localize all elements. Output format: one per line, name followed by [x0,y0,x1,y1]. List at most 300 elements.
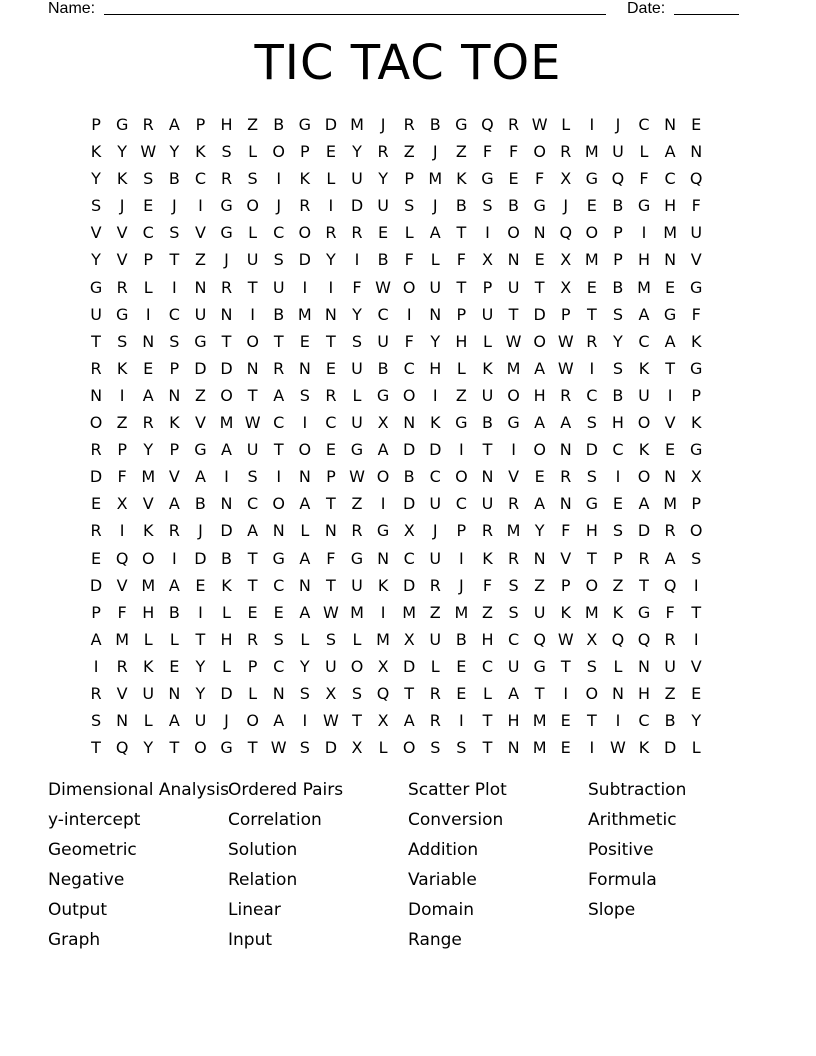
grid-letter[interactable]: I [302,413,308,433]
grid-letter[interactable]: E [456,683,467,703]
grid-letter[interactable]: J [615,115,621,134]
grid-letter[interactable]: M [663,494,678,514]
grid-letter[interactable]: D [89,467,103,487]
grid-letter[interactable]: G [89,277,103,297]
grid-letter[interactable]: J [432,142,438,162]
grid-letter[interactable]: A [638,304,650,324]
grid-letter[interactable]: E [143,196,154,216]
grid-letter[interactable]: Q [663,575,677,595]
grid-letter[interactable]: I [380,494,386,514]
grid-letter[interactable]: A [247,521,259,541]
grid-letter[interactable]: U [351,358,363,378]
grid-letter[interactable]: G [350,440,364,460]
grid-letter[interactable]: K [638,358,650,378]
grid-letter[interactable]: K [221,575,232,595]
grid-letter[interactable]: E [534,250,545,270]
grid-letter[interactable]: U [351,169,363,189]
grid-letter[interactable]: L [378,738,388,758]
grid-letter[interactable]: X [377,711,389,731]
grid-letter[interactable]: E [169,656,180,676]
grid-letter[interactable]: D [403,440,416,460]
grid-letter[interactable]: T [665,358,675,378]
grid-letter[interactable]: U [690,223,703,243]
grid-letter[interactable]: T [482,738,493,758]
grid-letter[interactable]: U [429,629,442,649]
grid-letter[interactable]: T [482,711,493,731]
grid-letter[interactable]: S [508,575,519,595]
grid-letter[interactable]: X [403,521,415,541]
grid-letter[interactable]: O [272,142,285,162]
grid-letter[interactable]: M [637,277,651,297]
grid-letter[interactable]: O [89,413,103,433]
grid-letter[interactable]: P [143,250,154,270]
grid-letter[interactable]: C [507,629,520,649]
grid-letter[interactable]: F [691,304,701,324]
grid-letter[interactable]: K [195,142,206,162]
grid-letter[interactable]: P [613,548,623,568]
grid-letter[interactable]: W [531,115,548,134]
grid-letter[interactable]: D [324,738,338,758]
grid-letter[interactable]: F [404,250,414,270]
grid-letter[interactable]: R [586,331,598,351]
grid-letter[interactable]: I [641,223,647,243]
grid-letter[interactable]: Y [143,738,154,758]
grid-letter[interactable]: M [402,602,417,622]
grid-letter[interactable]: Z [455,385,467,405]
grid-letter[interactable]: H [481,629,494,649]
grid-letter[interactable]: L [561,115,571,134]
grid-letter[interactable]: N [220,494,233,514]
grid-letter[interactable]: D [220,521,233,541]
grid-letter[interactable]: F [482,142,493,162]
grid-letter[interactable]: G [637,602,651,622]
grid-letter[interactable]: L [482,683,492,703]
grid-letter[interactable]: I [459,440,464,460]
grid-letter[interactable]: B [273,115,285,134]
grid-letter[interactable]: E [508,169,519,189]
grid-letter[interactable]: L [691,738,701,758]
grid-letter[interactable]: S [143,169,154,189]
grid-letter[interactable]: N [272,683,285,703]
grid-letter[interactable]: P [299,142,310,162]
grid-letter[interactable]: S [169,223,180,243]
grid-letter[interactable]: T [91,331,101,351]
grid-letter[interactable]: L [404,223,414,243]
grid-letter[interactable]: U [507,656,520,676]
grid-letter[interactable]: M [532,711,547,731]
grid-letter[interactable]: I [328,196,334,216]
grid-letter[interactable]: Z [612,575,624,595]
grid-letter[interactable]: B [221,548,232,568]
grid-letter[interactable]: R [560,142,572,162]
grid-letter[interactable]: E [325,440,336,460]
grid-letter[interactable]: G [115,304,129,324]
grid-letter[interactable]: R [247,629,259,649]
grid-letter[interactable]: A [168,115,180,134]
grid-letter[interactable]: L [248,223,258,243]
grid-letter[interactable]: E [534,467,545,487]
grid-letter[interactable]: D [350,196,364,216]
grid-letter[interactable]: N [298,575,311,595]
grid-letter[interactable]: F [665,602,675,622]
grid-letter[interactable]: P [91,115,101,134]
grid-letter[interactable]: Z [429,602,441,622]
grid-letter[interactable]: B [664,711,676,731]
grid-letter[interactable]: N [220,304,233,324]
grid-letter[interactable]: D [403,575,416,595]
grid-letter[interactable]: A [664,548,676,568]
grid-letter[interactable]: E [612,494,623,514]
grid-letter[interactable]: C [638,115,650,134]
grid-letter[interactable]: P [91,602,101,622]
grid-letter[interactable]: U [377,196,389,216]
grid-letter[interactable]: P [482,277,493,297]
grid-letter[interactable]: S [221,142,232,162]
grid-letter[interactable]: Z [116,413,128,433]
grid-letter[interactable]: A [429,223,441,243]
grid-letter[interactable]: R [220,277,233,297]
grid-letter[interactable]: W [557,331,574,351]
grid-letter[interactable]: J [563,196,569,216]
grid-letter[interactable]: D [637,521,651,541]
grid-letter[interactable]: G [115,115,129,134]
grid-letter[interactable]: I [119,385,125,405]
grid-letter[interactable]: A [664,331,676,351]
grid-letter[interactable]: N [611,683,624,703]
grid-letter[interactable]: I [276,467,282,487]
grid-letter[interactable]: M [663,223,678,243]
grid-letter[interactable]: A [273,711,285,731]
grid-letter[interactable]: A [299,548,311,568]
grid-letter[interactable]: I [589,358,595,378]
grid-letter[interactable]: T [247,575,258,595]
grid-letter[interactable]: N [559,440,572,460]
grid-letter[interactable]: Z [403,142,415,162]
date-field-line[interactable] [674,14,739,15]
grid-letter[interactable]: X [377,413,389,433]
grid-letter[interactable]: N [664,467,677,487]
grid-letter[interactable]: R [560,467,572,487]
grid-letter[interactable]: H [142,602,155,622]
grid-letter[interactable]: Q [533,629,546,649]
grid-letter[interactable]: Z [194,250,206,270]
grid-letter[interactable]: R [325,385,337,405]
grid-letter[interactable]: M [506,358,521,378]
grid-letter[interactable]: R [90,358,102,378]
grid-letter[interactable]: Q [611,169,625,189]
grid-letter[interactable]: S [247,169,258,189]
grid-letter[interactable]: Z [351,494,363,514]
grid-letter[interactable]: Q [115,548,129,568]
grid-letter[interactable]: C [586,385,598,405]
grid-letter[interactable]: U [351,575,363,595]
grid-letter[interactable]: U [429,494,442,514]
grid-letter[interactable]: P [560,575,571,595]
grid-letter[interactable]: S [482,196,493,216]
grid-letter[interactable]: T [247,548,258,568]
grid-letter[interactable]: Q [559,223,573,243]
grid-letter[interactable]: S [586,656,597,676]
grid-letter[interactable]: E [90,494,102,514]
grid-letter[interactable]: C [273,413,285,433]
grid-letter[interactable]: I [380,602,386,622]
grid-letter[interactable]: L [143,277,153,297]
grid-letter[interactable]: Q [611,629,625,649]
grid-letter[interactable]: E [691,115,702,134]
grid-letter[interactable]: D [298,250,311,270]
grid-letter[interactable]: I [485,223,490,243]
grid-letter[interactable]: R [377,142,389,162]
grid-letter[interactable]: T [247,277,258,297]
grid-letter[interactable]: C [638,711,650,731]
grid-letter[interactable]: R [429,711,441,731]
grid-letter[interactable]: P [247,656,258,676]
grid-letter[interactable]: I [198,196,203,216]
grid-letter[interactable]: T [326,331,336,351]
grid-letter[interactable]: D [533,304,546,324]
grid-letter[interactable]: K [430,413,441,433]
grid-letter[interactable]: E [691,683,702,703]
grid-letter[interactable]: O [585,575,599,595]
grid-letter[interactable]: F [117,602,127,622]
grid-letter[interactable]: M [376,629,390,649]
grid-letter[interactable]: U [533,602,546,622]
grid-letter[interactable]: G [663,304,677,324]
grid-letter[interactable]: P [195,115,206,134]
grid-letter[interactable]: T [586,548,597,568]
grid-letter[interactable]: T [560,656,571,676]
grid-letter[interactable]: B [455,196,467,216]
grid-letter[interactable]: D [585,440,598,460]
grid-letter[interactable]: G [690,440,703,460]
grid-letter[interactable]: K [142,521,154,541]
grid-letter[interactable]: U [429,548,442,568]
grid-letter[interactable]: Y [91,169,101,189]
grid-letter[interactable]: O [298,223,312,243]
grid-letter[interactable]: K [612,602,624,622]
grid-letter[interactable]: N [142,331,155,351]
grid-letter[interactable]: G [194,331,207,351]
grid-letter[interactable]: T [247,385,258,405]
grid-letter[interactable]: W [505,331,522,351]
grid-letter[interactable]: I [302,711,308,731]
grid-letter[interactable]: A [168,711,180,731]
grid-letter[interactable]: F [326,548,336,568]
grid-letter[interactable]: H [611,413,624,433]
grid-letter[interactable]: G [637,196,651,216]
grid-letter[interactable]: S [299,683,310,703]
grid-letter[interactable]: L [222,656,231,676]
grid-letter[interactable]: C [481,656,494,676]
grid-letter[interactable]: T [639,575,649,595]
grid-letter[interactable]: S [404,196,415,216]
grid-letter[interactable]: U [90,304,102,324]
grid-letter[interactable]: X [690,467,702,487]
grid-letter[interactable]: I [302,277,308,297]
grid-letter[interactable]: I [354,250,360,270]
grid-letter[interactable]: D [220,683,233,703]
grid-letter[interactable]: D [663,738,677,758]
grid-letter[interactable]: W [557,629,574,649]
grid-letter[interactable]: D [194,358,207,378]
grid-letter[interactable]: I [171,548,177,568]
grid-letter[interactable]: E [665,440,676,460]
grid-letter[interactable]: R [351,521,363,541]
grid-letter[interactable]: H [533,385,546,405]
grid-letter[interactable]: O [637,467,651,487]
grid-letter[interactable]: C [638,331,650,351]
grid-letter[interactable]: R [90,440,102,460]
grid-letter[interactable]: F [456,250,466,270]
grid-letter[interactable]: G [507,413,520,433]
grid-letter[interactable]: R [90,683,102,703]
grid-letter[interactable]: C [273,575,285,595]
grid-letter[interactable]: B [377,358,389,378]
grid-letter[interactable]: N [272,521,285,541]
grid-letter[interactable]: T [352,711,362,731]
grid-letter[interactable]: Z [481,602,493,622]
grid-letter[interactable]: X [325,683,337,703]
grid-letter[interactable]: G [690,358,703,378]
grid-letter[interactable]: N [90,385,103,405]
grid-letter[interactable]: L [300,521,310,541]
grid-letter[interactable]: P [691,385,702,405]
grid-letter[interactable]: S [325,629,336,649]
grid-letter[interactable]: K [299,169,311,189]
grid-letter[interactable]: E [586,196,597,216]
grid-letter[interactable]: B [168,169,180,189]
grid-letter[interactable]: R [116,277,128,297]
grid-letter[interactable]: C [429,467,441,487]
grid-letter[interactable]: V [194,223,206,243]
grid-letter[interactable]: T [534,683,545,703]
grid-letter[interactable]: W [322,602,339,622]
grid-letter[interactable]: O [220,385,233,405]
grid-letter[interactable]: R [325,223,337,243]
grid-letter[interactable]: C [273,223,285,243]
grid-letter[interactable]: S [117,331,128,351]
grid-letter[interactable]: Y [352,304,362,324]
grid-letter[interactable]: K [456,169,467,189]
grid-letter[interactable]: R [664,629,676,649]
grid-letter[interactable]: D [324,115,338,134]
grid-letter[interactable]: M [350,115,364,134]
grid-letter[interactable]: H [220,115,233,134]
grid-letter[interactable]: G [455,115,468,134]
grid-letter[interactable]: L [143,629,153,649]
grid-letter[interactable]: G [481,169,494,189]
grid-letter[interactable]: R [429,683,441,703]
grid-letter[interactable]: R [90,521,102,541]
grid-letter[interactable]: N [194,277,207,297]
grid-letter[interactable]: N [116,711,129,731]
grid-letter[interactable]: G [376,521,390,541]
grid-letter[interactable]: N [664,115,677,134]
grid-letter[interactable]: V [116,575,128,595]
grid-letter[interactable]: L [456,358,466,378]
grid-letter[interactable]: F [352,277,362,297]
grid-letter[interactable]: N [533,223,546,243]
grid-letter[interactable]: Y [534,521,545,541]
grid-letter[interactable]: I [667,385,673,405]
grid-letter[interactable]: T [456,277,467,297]
grid-letter[interactable]: O [402,385,416,405]
grid-letter[interactable]: R [403,115,415,134]
grid-letter[interactable]: L [248,683,258,703]
grid-letter[interactable]: S [247,467,258,487]
grid-letter[interactable]: P [404,169,414,189]
grid-letter[interactable]: D [403,494,416,514]
grid-letter[interactable]: B [612,196,624,216]
grid-letter[interactable]: P [456,521,467,541]
grid-letter[interactable]: F [691,196,701,216]
grid-letter[interactable]: G [585,494,599,514]
grid-letter[interactable]: O [402,738,416,758]
grid-letter[interactable]: P [117,440,127,460]
grid-letter[interactable]: R [142,413,154,433]
grid-letter[interactable]: L [143,711,153,731]
grid-letter[interactable]: C [455,494,467,514]
grid-letter[interactable]: L [613,656,623,676]
grid-letter[interactable]: R [168,521,180,541]
grid-letter[interactable]: O [637,413,651,433]
grid-letter[interactable]: I [198,602,203,622]
grid-letter[interactable]: O [272,494,285,514]
grid-letter[interactable]: G [220,223,233,243]
grid-letter[interactable]: O [533,331,546,351]
grid-letter[interactable]: D [220,358,233,378]
grid-letter[interactable]: I [459,711,464,731]
grid-letter[interactable]: Y [91,250,101,270]
name-field-line[interactable] [104,14,606,15]
grid-letter[interactable]: S [299,385,310,405]
grid-letter[interactable]: R [664,521,676,541]
grid-letter[interactable]: T [508,304,519,324]
grid-letter[interactable]: J [198,521,203,541]
grid-letter[interactable]: N [664,250,677,270]
grid-letter[interactable]: V [194,413,206,433]
grid-letter[interactable]: I [250,304,255,324]
grid-letter[interactable]: O [141,548,155,568]
grid-letter[interactable]: S [351,683,363,703]
grid-letter[interactable]: W [322,711,339,731]
grid-letter[interactable]: J [171,196,177,216]
grid-letter[interactable]: M [584,250,599,270]
grid-letter[interactable]: G [220,738,233,758]
grid-letter[interactable]: O [585,683,599,703]
grid-letter[interactable]: A [142,385,154,405]
grid-letter[interactable]: W [140,142,157,162]
grid-letter[interactable]: A [534,413,546,433]
grid-letter[interactable]: M [506,521,521,541]
grid-letter[interactable]: E [273,602,284,622]
grid-letter[interactable]: S [351,331,363,351]
grid-letter[interactable]: Y [195,656,206,676]
grid-letter[interactable]: U [351,413,363,433]
grid-letter[interactable]: K [169,413,180,433]
grid-letter[interactable]: M [219,413,234,433]
grid-letter[interactable]: H [638,250,651,270]
grid-letter[interactable]: T [273,440,284,460]
grid-letter[interactable]: K [90,142,102,162]
grid-letter[interactable]: V [508,467,520,487]
grid-letter[interactable]: T [195,629,206,649]
grid-letter[interactable]: S [508,602,519,622]
grid-letter[interactable]: A [508,683,520,703]
grid-letter[interactable]: T [221,331,232,351]
grid-letter[interactable]: L [639,142,649,162]
grid-letter[interactable]: U [272,277,285,297]
